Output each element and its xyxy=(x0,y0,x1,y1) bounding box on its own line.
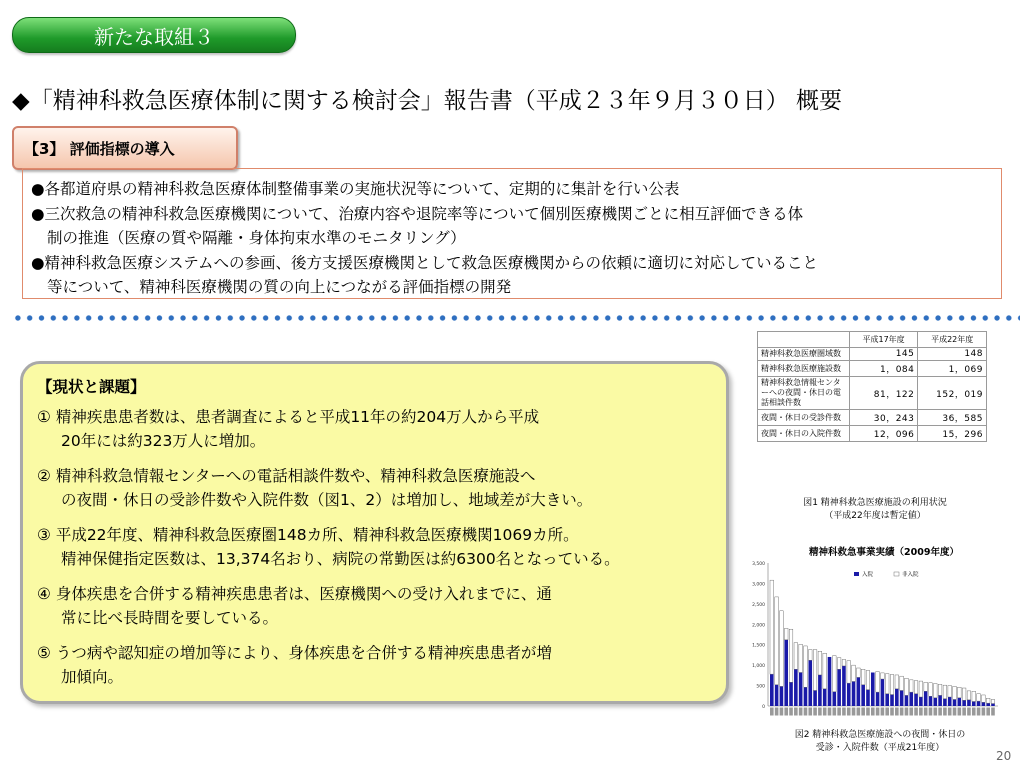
issue-line: ② 精神科救急情報センターへの電話相談件数や、精神科救急医療施設へ xyxy=(37,467,536,485)
section-badge xyxy=(12,17,296,53)
bar-inpatient xyxy=(852,681,856,706)
bullet-line: ●三次救急の精神科救急医療機関について、治療内容や退院率等について個別医療機関ごとに相互評価できる体 xyxy=(31,204,804,223)
bar-inpatient xyxy=(871,672,875,706)
bar-inpatient xyxy=(890,695,894,706)
bar-inpatient xyxy=(842,666,846,706)
section-tab xyxy=(12,126,238,170)
table-row xyxy=(758,410,987,426)
x-tick-label xyxy=(852,708,856,716)
cell-h22: 36，585 xyxy=(918,410,987,426)
x-tick-label xyxy=(881,708,885,716)
bar-inpatient xyxy=(857,677,861,706)
table-header-row xyxy=(758,332,987,348)
bar-outpatient xyxy=(775,597,779,685)
bar-outpatient xyxy=(833,656,837,692)
table-corner xyxy=(758,332,850,348)
x-tick-label xyxy=(919,708,923,716)
legend-swatch-outpatient xyxy=(894,572,899,576)
x-tick-label xyxy=(967,708,971,716)
column-header: 平成17年度 xyxy=(849,332,918,348)
x-tick-label xyxy=(799,708,803,716)
bar-outpatient xyxy=(852,665,856,681)
x-tick-label xyxy=(794,708,798,716)
legend-label-inpatient: 入院 xyxy=(862,572,874,578)
x-tick-label xyxy=(905,708,909,716)
x-tick-label xyxy=(780,708,784,716)
figure1-caption xyxy=(770,497,980,523)
issue-line-continued: 常に比べ長時間を要している。 xyxy=(61,609,279,627)
row-label: 夜間・休日の受診件数 xyxy=(758,410,850,426)
y-tick-label: 2,000 xyxy=(752,623,765,629)
bar-outpatient xyxy=(881,673,885,679)
bar-inpatient xyxy=(861,685,865,706)
section-tab-label: 【3】 評価指標の導入 xyxy=(24,139,175,158)
bar-inpatient xyxy=(775,685,779,706)
y-tick-label: 1,500 xyxy=(752,643,765,649)
x-tick-label xyxy=(866,708,870,716)
bar-outpatient xyxy=(770,580,774,674)
bar-inpatient xyxy=(905,695,909,706)
cell-h22: 1，069 xyxy=(918,361,987,377)
bar-outpatient xyxy=(885,674,889,694)
bullet-line: ●精神科救急医療システムへの参画、後方支援医療機関として救急医療機関からの依頼に適切に対応していること xyxy=(31,253,818,272)
bar-inpatient xyxy=(885,694,889,706)
cell-h22: 152，019 xyxy=(918,377,987,410)
bar-outpatient xyxy=(929,683,933,696)
bar-outpatient xyxy=(861,669,865,685)
bar-inpatient xyxy=(780,686,784,706)
x-tick-label xyxy=(962,708,966,716)
bar-inpatient xyxy=(924,691,928,706)
cell-h22: 15，296 xyxy=(918,426,987,442)
bar-outpatient xyxy=(794,643,798,670)
bar-outpatient xyxy=(789,629,793,682)
bar-inpatient xyxy=(837,669,841,706)
x-tick-label xyxy=(948,708,952,716)
bar-outpatient xyxy=(890,675,894,695)
bar-outpatient xyxy=(914,681,918,694)
x-tick-label xyxy=(842,708,846,716)
bar-outpatient xyxy=(991,699,995,703)
x-tick-label xyxy=(977,708,981,716)
y-tick-label: 3,500 xyxy=(752,562,765,567)
bar-outpatient xyxy=(895,675,899,689)
cell-h17: 12，096 xyxy=(849,426,918,442)
bar-inpatient xyxy=(808,660,812,706)
figure1-caption-line: （平成22年度は暫定値） xyxy=(824,511,926,521)
bar-inpatient xyxy=(804,687,808,706)
bar-outpatient xyxy=(943,685,947,698)
bar-inpatient xyxy=(847,683,851,706)
bar-inpatient xyxy=(929,696,933,706)
bar-inpatient xyxy=(958,698,962,706)
x-tick-label xyxy=(924,708,928,716)
bar-outpatient xyxy=(938,684,942,695)
table-row xyxy=(758,348,987,361)
bar-inpatient xyxy=(900,690,904,706)
issue-line-continued: 加傾向。 xyxy=(61,668,124,686)
x-tick-label xyxy=(823,708,827,716)
table-row xyxy=(758,377,987,410)
issue-line: ⑤ うつ病や認知症の増加等により、身体疾患を合併する精神疾患患者が増 xyxy=(37,644,552,662)
table-row xyxy=(758,426,987,442)
x-tick-label xyxy=(789,708,793,716)
y-tick-label: 2,500 xyxy=(752,602,765,608)
x-tick-label xyxy=(770,708,774,716)
bar-outpatient xyxy=(948,686,952,697)
bar-outpatient xyxy=(837,658,841,669)
bar-outpatient xyxy=(919,681,923,697)
x-tick-label xyxy=(876,708,880,716)
legend-swatch-inpatient xyxy=(854,572,859,576)
bar-inpatient xyxy=(881,679,885,706)
bar-outpatient xyxy=(972,691,976,701)
issue-item xyxy=(37,464,726,512)
bar-outpatient xyxy=(986,698,990,703)
bar-inpatient xyxy=(991,704,995,706)
bar-inpatient xyxy=(895,689,899,706)
x-tick-label xyxy=(861,708,865,716)
bar-outpatient xyxy=(967,691,971,700)
x-tick-label xyxy=(953,708,957,716)
bar-outpatient xyxy=(866,670,870,689)
x-tick-label xyxy=(943,708,947,716)
bar-inpatient xyxy=(977,701,981,706)
bar-outpatient xyxy=(823,653,827,689)
x-tick-label xyxy=(895,708,899,716)
bar-inpatient xyxy=(982,702,986,706)
bar-outpatient xyxy=(900,676,904,690)
bar-outpatient xyxy=(842,659,846,666)
x-tick-label xyxy=(808,708,812,716)
bar-inpatient xyxy=(799,672,803,706)
issue-line: ④ 身体疾患を合併する精神疾患患者は、医療機関への受け入れまでに、通 xyxy=(37,585,552,603)
x-tick-label xyxy=(818,708,822,716)
bar-outpatient xyxy=(847,661,851,683)
x-tick-label xyxy=(833,708,837,716)
issue-item xyxy=(37,641,726,689)
x-tick-label xyxy=(986,708,990,716)
x-tick-label xyxy=(900,708,904,716)
row-label: 精神科救急医療施設数 xyxy=(758,361,850,377)
x-tick-label xyxy=(972,708,976,716)
bar-inpatient xyxy=(770,674,774,706)
bar-outpatient xyxy=(808,650,812,661)
page-number: 20 xyxy=(996,749,1012,763)
x-tick-label xyxy=(909,708,913,716)
bar-inpatient xyxy=(866,690,870,706)
bar-outpatient xyxy=(799,644,803,672)
x-tick-label xyxy=(847,708,851,716)
section-content xyxy=(22,168,1002,299)
bar-outpatient xyxy=(876,672,880,692)
bar-inpatient xyxy=(986,703,990,706)
bar-outpatient xyxy=(857,668,861,677)
bar-inpatient xyxy=(794,669,798,706)
bullet-line-continued: 等について、精神科医療機関の質の向上につながる評価指標の開発 xyxy=(47,278,512,296)
y-tick-label: 3,000 xyxy=(752,582,765,588)
bar-outpatient xyxy=(924,682,928,691)
bar-outpatient xyxy=(962,688,966,700)
issue-line-continued: 精神保健指定医数は、13,374名おり、病院の常勤医は約6300名となっている。 xyxy=(61,550,620,568)
bar-inpatient xyxy=(962,700,966,706)
stats-table xyxy=(757,331,987,442)
bar-outpatient xyxy=(784,628,788,639)
bar-inpatient xyxy=(823,689,827,706)
bar-inpatient xyxy=(972,702,976,706)
issue-line: ③ 平成22年度、精神科救急医療圏148カ所、精神科救急医療機関1069カ所。 xyxy=(37,526,579,544)
issue-item xyxy=(37,523,726,571)
x-tick-label xyxy=(890,708,894,716)
cell-h17: 30，243 xyxy=(849,410,918,426)
legend-label-outpatient: 非入院 xyxy=(902,572,919,578)
x-tick-label xyxy=(837,708,841,716)
x-tick-label xyxy=(933,708,937,716)
figure2-caption-line: 受診・入院件数（平成21年度） xyxy=(815,743,945,753)
x-tick-label xyxy=(784,708,788,716)
bar-inpatient xyxy=(933,698,937,706)
bar-inpatient xyxy=(828,657,832,706)
issue-item xyxy=(37,405,726,453)
figure1-caption-line: 図1 精神科救急医療施設の利用状況 xyxy=(803,498,947,508)
bar-inpatient xyxy=(953,699,957,706)
bar-outpatient xyxy=(953,686,957,699)
issue-line-continued: の夜間・休日の受診件数や入院件数（図1、2）は増加し、地域差が大きい。 xyxy=(61,491,593,509)
x-tick-label xyxy=(828,708,832,716)
bar-outpatient xyxy=(804,646,808,687)
cell-h22: 148 xyxy=(918,348,987,361)
y-tick-label: 1,000 xyxy=(752,664,765,670)
bar-outpatient xyxy=(780,611,784,687)
issue-item xyxy=(37,582,726,630)
x-tick-label xyxy=(871,708,875,716)
x-tick-label xyxy=(929,708,933,716)
bar-outpatient xyxy=(977,694,981,701)
bar-inpatient xyxy=(833,692,837,706)
bar-outpatient xyxy=(933,684,937,698)
bar-inpatient xyxy=(909,692,913,706)
section-badge-label: 新たな取組３ xyxy=(94,24,214,49)
bar-outpatient xyxy=(982,695,986,702)
dotted-divider xyxy=(12,314,1020,322)
x-tick-label xyxy=(813,708,817,716)
row-label: 精神科救急情報センターへの夜間・休日の電話相談件数 xyxy=(758,377,850,410)
cell-h17: 1，084 xyxy=(849,361,918,377)
x-tick-label xyxy=(775,708,779,716)
y-tick-label: 0 xyxy=(762,705,765,710)
bar-outpatient xyxy=(813,650,817,691)
x-tick-label xyxy=(885,708,889,716)
bullet-line-continued: 制の推進（医療の質や隔離・身体拘束水準のモニタリング） xyxy=(47,229,466,247)
issues-heading: 【現状と課題】 xyxy=(37,378,146,396)
cell-h17: 145 xyxy=(849,348,918,361)
row-label: 夜間・休日の入院件数 xyxy=(758,426,850,442)
y-tick-label: 500 xyxy=(756,684,765,690)
bar-outpatient xyxy=(909,680,913,692)
row-label: 精神科救急医療圏域数 xyxy=(758,348,850,361)
bullet-line: ●各都道府県の精神科救急医療体制整備事業の実施状況等について、定期的に集計を行い公表 xyxy=(31,180,680,198)
bar-outpatient xyxy=(818,651,822,675)
bar-outpatient xyxy=(905,678,909,695)
bar-inpatient xyxy=(967,700,971,706)
x-tick-label xyxy=(958,708,962,716)
bar-inpatient xyxy=(789,682,793,706)
issues-box xyxy=(20,361,729,704)
page-title: ◆「精神科救急医療体制に関する検討会」報告書（平成２３年９月３０日） 概要 xyxy=(12,88,842,114)
bar-inpatient xyxy=(813,690,817,706)
figure2-caption xyxy=(770,729,990,755)
bar-inpatient xyxy=(938,695,942,706)
figure2-caption-line: 図2 精神科救急医療施設への夜間・休日の xyxy=(794,730,966,740)
bar-inpatient xyxy=(919,697,923,706)
table-row xyxy=(758,361,987,377)
column-header: 平成22年度 xyxy=(918,332,987,348)
bar-inpatient xyxy=(948,697,952,706)
x-tick-label xyxy=(804,708,808,716)
cell-h17: 81，122 xyxy=(849,377,918,410)
x-tick-label xyxy=(938,708,942,716)
x-tick-label xyxy=(991,708,995,716)
bar-chart xyxy=(742,558,1002,723)
bar-inpatient xyxy=(914,694,918,706)
bar-inpatient xyxy=(818,675,822,706)
issue-line: ① 精神疾患患者数は、患者調査によると平成11年の約204万人から平成 xyxy=(37,408,540,426)
x-tick-label xyxy=(857,708,861,716)
bar-inpatient xyxy=(943,699,947,706)
chart-title: 精神科救急事業実績（2009年度） xyxy=(809,547,959,558)
bar-outpatient xyxy=(958,687,962,698)
bar-inpatient xyxy=(876,692,880,706)
bar-inpatient xyxy=(784,640,788,706)
issue-line-continued: 20年には約323万人に増加。 xyxy=(61,432,266,450)
x-tick-label xyxy=(914,708,918,716)
x-tick-label xyxy=(982,708,986,716)
